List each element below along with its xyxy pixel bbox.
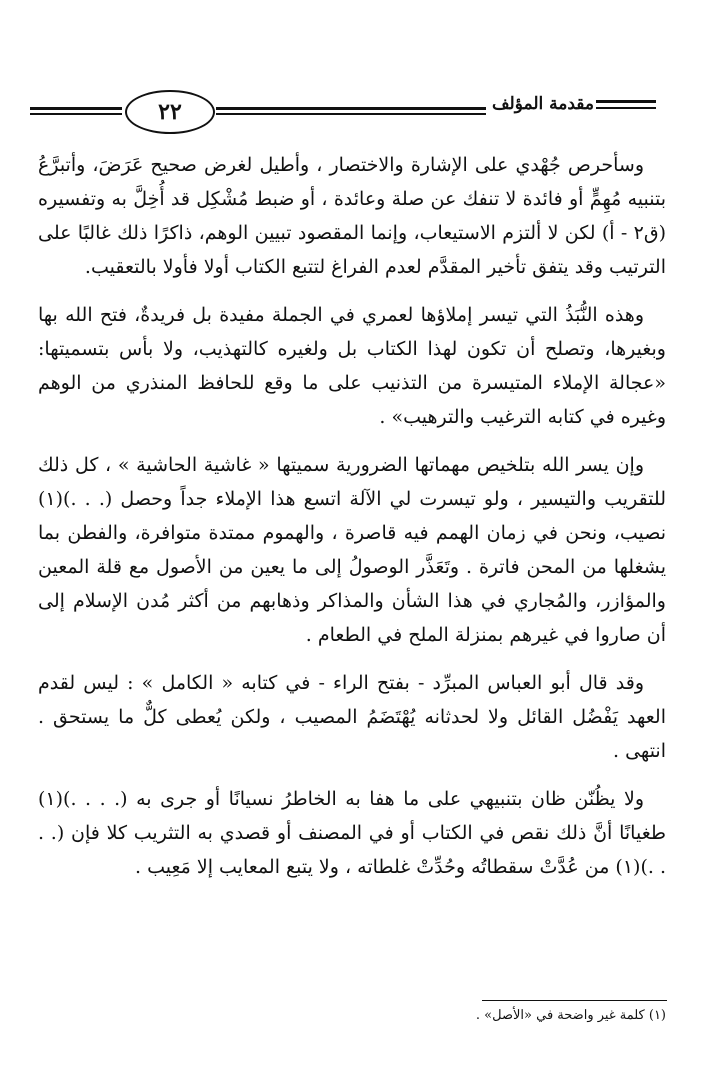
paragraph-4: وقد قال أبو العباس المبرِّد - بفتح الراء - في كتابه « الكامل » : ليس لقدم العهد يَفْضُل القائل ولا لحدثانه يُهْتَضَمُ المصيب ، ولكن يُعطى كلٌّ ما يستحق . انتهى . [38, 672, 666, 762]
page-header [30, 90, 674, 136]
paragraph-2: وهذه النُّبَذُ التي تيسر إملاؤها لعمري في الجملة مفيدة بل فريدةٌ، فتح الله بها وبغيرها، وتصلح أن تكون لهذا الكتاب بل ولغيره كالتهذيب، ولا بأس بتسميتها: «عجالة الإملاء المتيسرة من التذنيب على ما وقع للحافظ المنذري من الوهم وغيره في كتابه الترغيب والترهيب» . [38, 304, 666, 428]
page-number: ٢٢ [125, 90, 215, 134]
footnote: (١) كلمة غير واضحة في «الأصل» . [475, 1008, 666, 1023]
header-rule-left-bottom [30, 113, 122, 115]
header-rule-left-top [30, 107, 122, 110]
paragraph-1: وسأحرص جُهْدي على الإشارة والاختصار ، وأطيل لغرض صحيح عَرَضَ، وأتبرَّعُ بتنبيه مُهِمٍّ أو فائدة لا تنفك عن صلة وعائدة ، أو ضبط مُشْكِل قد أُخِلَّ به وتفسيره (ق٢ - أ) لكن لا ألتزم الاستيعاب، وإنما المقصود تبيين الوهم، ذاكرًا ذلك غالبًا على الترتيب وقد يتفق تأخير المقدَّم لعدم الفراغ لتتبع الكتاب أولا فأولا بالتعقيب. [38, 154, 666, 278]
body-text [38, 148, 666, 898]
header-rule-right-bottom [596, 107, 656, 109]
footnote-divider [482, 1000, 667, 1001]
running-title: مقدمة المؤلف [491, 94, 594, 114]
header-rule-middle-top [216, 107, 486, 110]
header-rule-right-top [596, 100, 656, 103]
paragraph-5: ولا يظُنّن ظان بتنبيهي على ما هفا به الخاطرُ نسيانًا أو جرى به (. . . .)(١) طغيانًا أنَّ ذلك نقص في الكتاب أو في المصنف أو قصدي به التثريب كلا فإن (. . . .)(١) من عُدَّتْ سقطاتُه وحُدِّتْ غلطاته ، ولا يتبع المعايب إلا مَعِيب . [38, 788, 666, 878]
header-rule-middle-bottom [216, 113, 486, 115]
paragraph-3: وإن يسر الله بتلخيص مهماتها الضرورية سميتها « غاشية الحاشية » ، كل ذلك للتقريب والتيسير ، ولو تيسرت لي الآلة اتسع هذا الإملاء جداً وحصل (. . .)(١) نصيب، ونحن في زمان الهمم فيه قاصرة ، والهموم ممتدة متوافرة، والفطن بما يشغلها من المحن فاترة . وتَعَذَّر الوصولُ إلى ما يعين من الأصول مع قلة المعين والمؤازر، والمُجاري في هذا الشأن والمذاكر وذهابهم من أكثر مُدن الإسلام إلى أن صاروا في غيرهم بمنزلة الملح في الطعام . [38, 454, 666, 646]
